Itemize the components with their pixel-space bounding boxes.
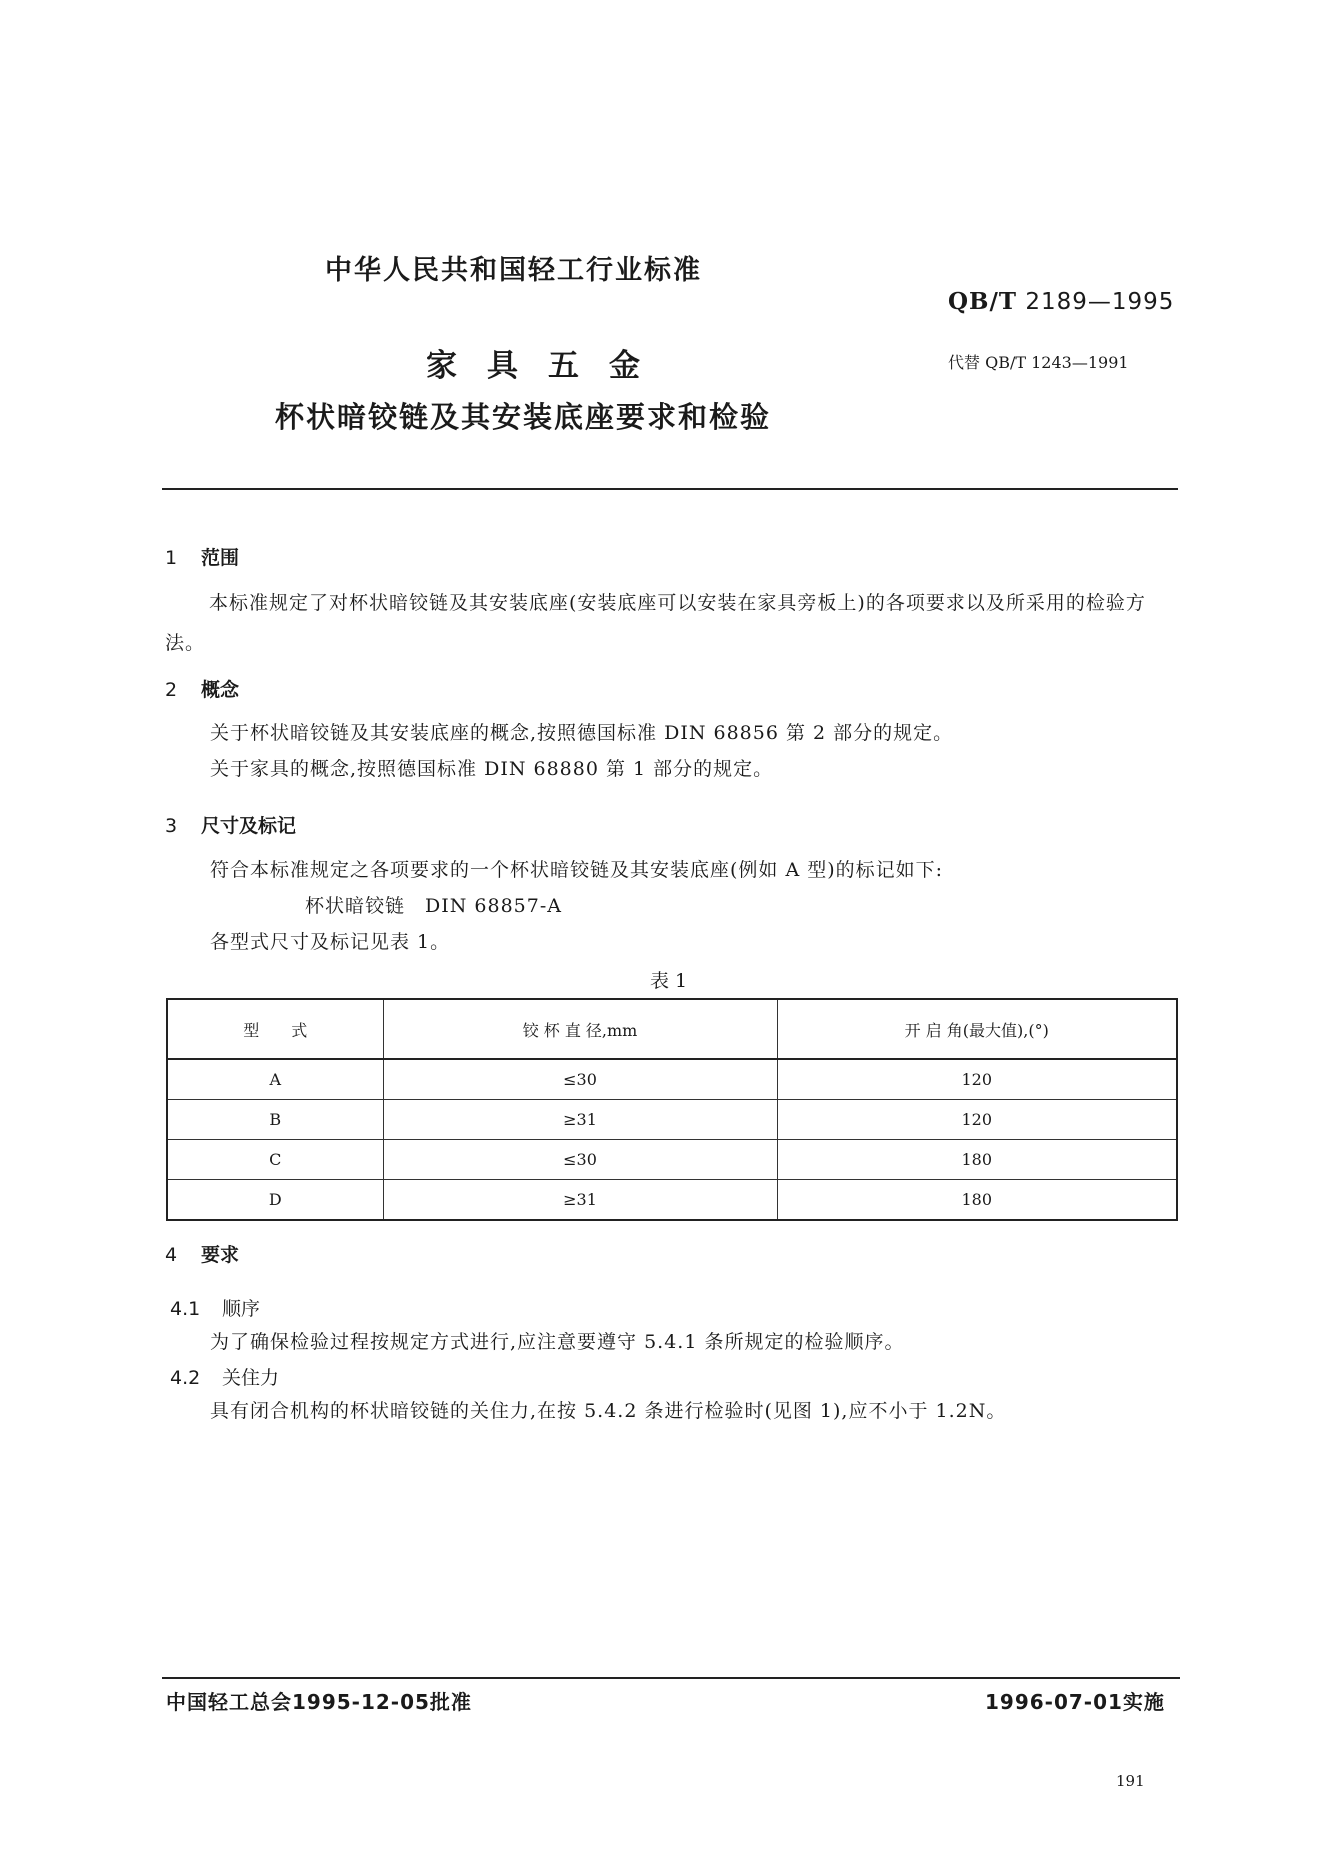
table-header-opening-angle: 开 启 角(最大值),(°) bbox=[777, 999, 1177, 1059]
table-cell-cup-diameter: ≤30 bbox=[383, 1140, 777, 1180]
footer-divider bbox=[162, 1677, 1180, 1679]
standard-code bbox=[948, 288, 1174, 315]
subsection-4-2-heading bbox=[170, 1363, 279, 1390]
table-row bbox=[167, 1100, 1177, 1140]
table-cell-type: C bbox=[167, 1140, 383, 1180]
subsection-4-2-paragraph: 具有闭合机构的杯状暗铰链的关住力,在按 5.4.2 条进行检验时(见图 1),应不小于 1.2N。 bbox=[210, 1400, 1007, 1422]
table-cell-type: A bbox=[167, 1059, 383, 1100]
approval-date: 中国轻工总会1995-12-05批准 bbox=[166, 1690, 472, 1714]
table-cell-opening-angle: 120 bbox=[777, 1100, 1177, 1140]
section-1-paragraph: 本标准规定了对杯状暗铰链及其安装底座(安装底座可以安装在家具旁板上)的各项要求以及所采用的检验方法。 bbox=[165, 592, 1146, 654]
standard-code-number: 2189—1995 bbox=[1025, 289, 1175, 315]
table-header-cup-diameter: 铰 杯 直 径,mm bbox=[383, 999, 777, 1059]
section-1-title: 范围 bbox=[201, 547, 240, 569]
section-4-title: 要求 bbox=[201, 1244, 240, 1266]
standard-code-prefix: QB/T bbox=[948, 288, 1017, 315]
section-3-title: 尺寸及标记 bbox=[201, 815, 297, 837]
section-3-paragraph-1: 符合本标准规定之各项要求的一个杯状暗铰链及其安装底座(例如 A 型)的标记如下: bbox=[210, 859, 944, 881]
section-2-title: 概念 bbox=[201, 679, 240, 701]
subsection-4-2-title: 关住力 bbox=[222, 1367, 280, 1389]
table-row bbox=[167, 1180, 1177, 1221]
table-row bbox=[167, 1059, 1177, 1100]
section-3-marking: 杯状暗铰链 DIN 68857-A bbox=[305, 895, 562, 917]
subsection-4-1-number: 4.1 bbox=[170, 1298, 201, 1320]
table-header-type: 型 式 bbox=[167, 999, 383, 1059]
page-number: 191 bbox=[1116, 1772, 1145, 1790]
table-cell-opening-angle: 180 bbox=[777, 1140, 1177, 1180]
section-2-heading bbox=[165, 675, 239, 702]
table-row bbox=[167, 1140, 1177, 1180]
subsection-4-1-title: 顺序 bbox=[222, 1298, 261, 1320]
subsection-4-1-heading bbox=[170, 1294, 260, 1321]
section-3-heading bbox=[165, 811, 296, 838]
document-title-sub: 杯状暗铰链及其安装底座要求和检验 bbox=[275, 400, 772, 434]
replaces-standard: 代替 QB/T 1243—1991 bbox=[948, 353, 1129, 372]
subsection-4-2-number: 4.2 bbox=[170, 1367, 201, 1389]
section-3-paragraph-2: 各型式尺寸及标记见表 1。 bbox=[210, 931, 451, 953]
section-1-number: 1 bbox=[165, 547, 178, 569]
table-cell-cup-diameter: ≥31 bbox=[383, 1100, 777, 1140]
table-header-row bbox=[167, 999, 1177, 1059]
section-2-paragraph-1: 关于杯状暗铰链及其安装底座的概念,按照德国标准 DIN 68856 第 2 部分的规定。 bbox=[210, 722, 954, 744]
section-2-number: 2 bbox=[165, 679, 178, 701]
table-1-caption: 表 1 bbox=[650, 970, 688, 992]
table-cell-opening-angle: 120 bbox=[777, 1059, 1177, 1100]
standard-organization: 中华人民共和国轻工行业标准 bbox=[325, 255, 702, 286]
section-1-heading bbox=[165, 543, 239, 570]
document-title-main: 家具五金 bbox=[426, 348, 670, 384]
subsection-4-1-paragraph: 为了确保检验过程按规定方式进行,应注意要遵守 5.4.1 条所规定的检验顺序。 bbox=[210, 1331, 905, 1353]
header-divider bbox=[162, 488, 1178, 490]
table-cell-type: D bbox=[167, 1180, 383, 1221]
section-2-paragraph-2: 关于家具的概念,按照德国标准 DIN 68880 第 1 部分的规定。 bbox=[210, 758, 774, 780]
table-cell-cup-diameter: ≥31 bbox=[383, 1180, 777, 1221]
table-1 bbox=[166, 998, 1178, 1221]
section-4-number: 4 bbox=[165, 1244, 178, 1266]
effective-date: 1996-07-01实施 bbox=[985, 1690, 1165, 1714]
table-cell-cup-diameter: ≤30 bbox=[383, 1059, 777, 1100]
section-3-number: 3 bbox=[165, 815, 178, 837]
table-cell-type: B bbox=[167, 1100, 383, 1140]
section-4-heading bbox=[165, 1240, 239, 1267]
table-cell-opening-angle: 180 bbox=[777, 1180, 1177, 1221]
